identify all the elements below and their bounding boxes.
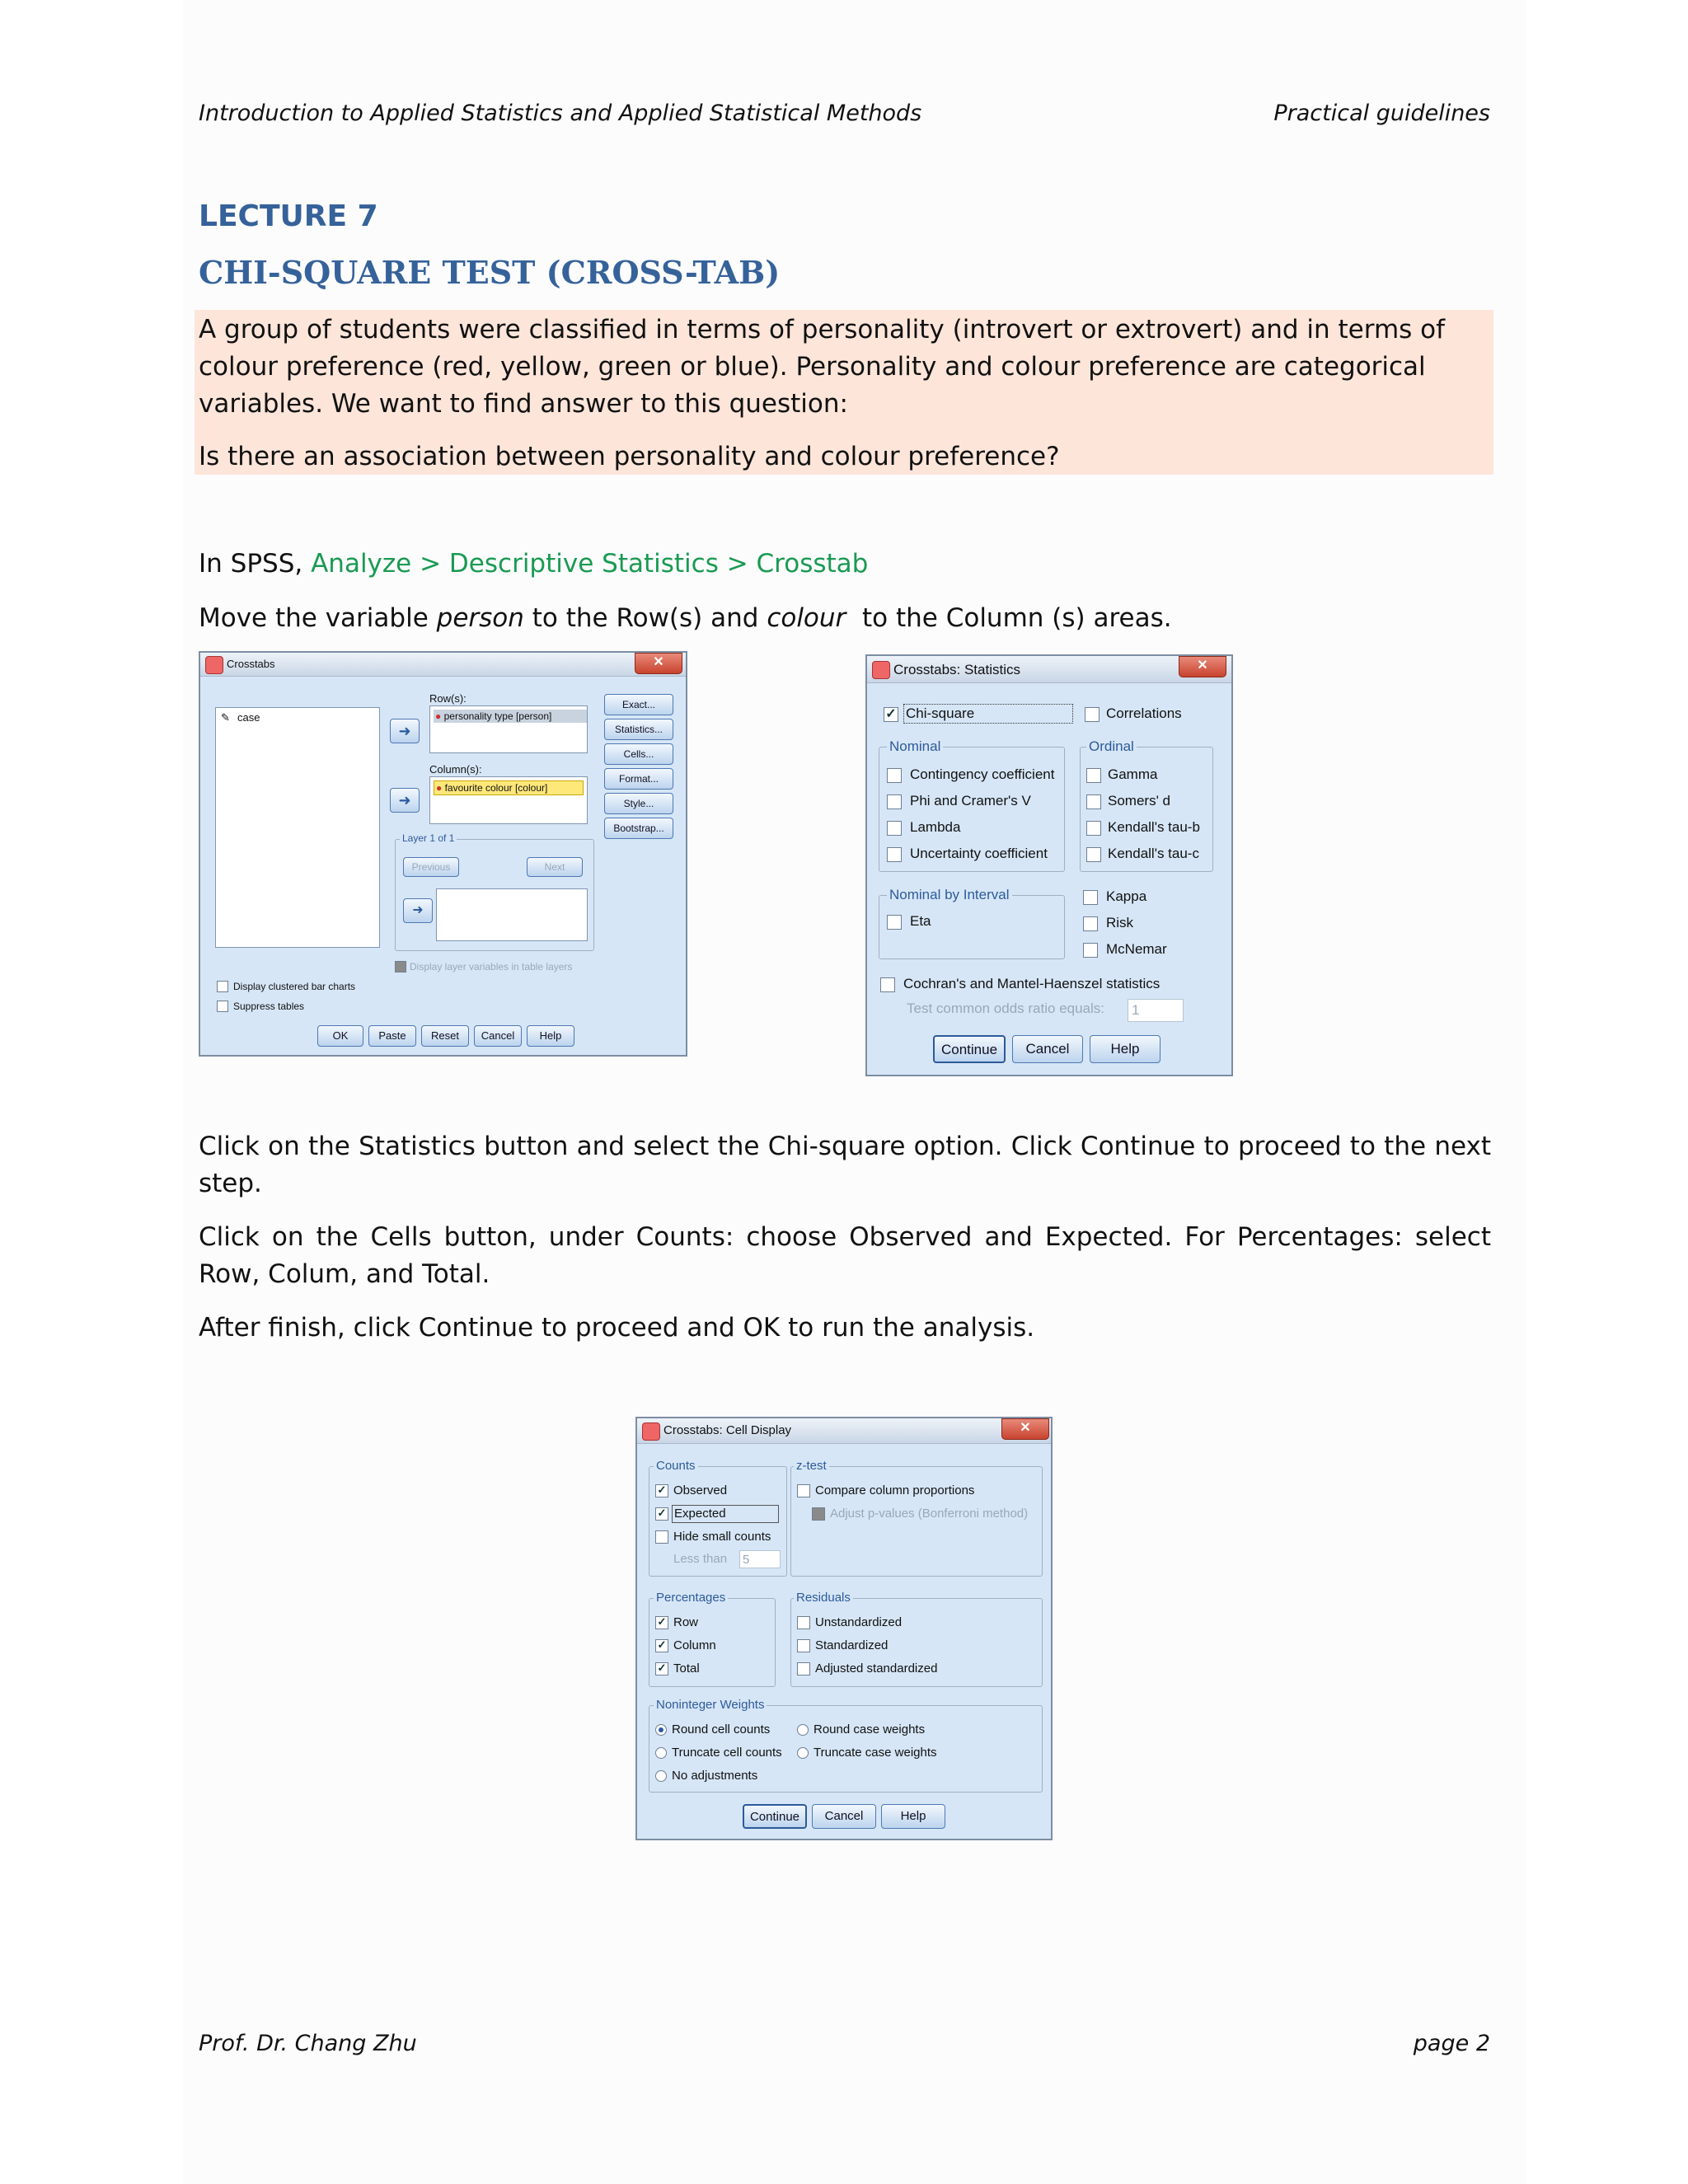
display-layer-checkbox[interactable]	[395, 961, 406, 972]
variable-icon: ●	[436, 782, 443, 794]
move-text-a: Move the variable	[199, 603, 437, 633]
move-colour: colour	[767, 603, 846, 633]
somers-label: Somers' d	[1108, 793, 1170, 808]
gamma-label: Gamma	[1108, 766, 1158, 782]
move-to-rows-button[interactable]: ➜	[390, 719, 420, 743]
ztest-label: z-test	[794, 1459, 829, 1473]
rows-label: Row(s):	[429, 692, 467, 705]
layer-field[interactable]	[436, 888, 588, 941]
adjusted-standardized-checkbox[interactable]	[797, 1662, 810, 1675]
kendall-c-checkbox[interactable]	[1086, 847, 1101, 862]
chi-square-label: Chi-square	[903, 704, 1073, 724]
cells-paragraph: Click on the Cells button, under Counts: choose Observed and Expected. For Percentages: select Row, Colum, and Total.	[199, 1222, 1491, 1289]
round-cell-radio[interactable]	[655, 1724, 667, 1736]
help-button[interactable]: Help	[1090, 1035, 1160, 1063]
lambda-checkbox[interactable]	[887, 821, 902, 836]
compare-label: Compare column proportions	[815, 1483, 975, 1497]
footer-page-number: page 2	[1413, 2031, 1490, 2056]
less-than-input[interactable]	[739, 1550, 781, 1568]
columns-label: Column(s):	[429, 763, 482, 776]
move-person: person	[436, 603, 524, 633]
test-odds-label: Test common odds ratio equals:	[907, 1001, 1105, 1016]
test-odds-value: 1	[1132, 1002, 1140, 1018]
display-bar-checkbox[interactable]	[217, 981, 228, 992]
pencil-icon: ✎	[221, 711, 230, 724]
spss-menu-path: Analyze > Descriptive Statistics > Crosstab	[311, 549, 869, 579]
total-checkbox[interactable]	[655, 1662, 668, 1675]
no-adjust-label: No adjustments	[672, 1769, 758, 1783]
layer-label: Layer 1 of 1	[400, 832, 457, 844]
suppress-tables-label: Suppress tables	[233, 1001, 305, 1012]
header-left: Introduction to Applied Statistics and Applied Statistical Methods	[199, 101, 922, 126]
round-case-label: Round case weights	[814, 1722, 926, 1736]
observed-checkbox[interactable]	[655, 1484, 668, 1497]
continue-button[interactable]: Continue	[933, 1035, 1006, 1063]
next-button[interactable]: Next	[527, 857, 583, 877]
crosstabs-titlebar	[200, 653, 686, 677]
eta-label: Eta	[910, 913, 931, 929]
spss-app-icon	[642, 1422, 660, 1441]
move-to-layer-button[interactable]: ➜	[403, 898, 433, 923]
total-label: Total	[673, 1661, 700, 1675]
column-variable-chip[interactable]	[434, 780, 584, 795]
hide-small-checkbox[interactable]	[655, 1530, 668, 1544]
contingency-checkbox[interactable]	[887, 768, 902, 783]
move-instruction	[199, 600, 1491, 637]
variable-icon: ●	[435, 710, 442, 722]
statistics-paragraph: Click on the Statistics button and select the Chi-square option. Click Continue to proceed to the next step.	[199, 1132, 1491, 1198]
round-case-radio[interactable]	[797, 1724, 809, 1736]
cancel-button[interactable]: Cancel	[1012, 1035, 1083, 1063]
spss-instruction	[199, 546, 1491, 583]
cell-display-titlebar	[637, 1418, 1051, 1444]
exact-button[interactable]: Exact...	[604, 694, 673, 715]
uncertainty-label: Uncertainty coefficient	[910, 846, 1048, 861]
nominal-label: Nominal	[887, 738, 943, 755]
uncertainty-checkbox[interactable]	[887, 847, 902, 862]
compare-checkbox[interactable]	[797, 1484, 810, 1497]
spss-app-icon	[205, 656, 223, 674]
nominal-interval-label: Nominal by Interval	[887, 887, 1012, 903]
truncate-cell-radio[interactable]	[655, 1747, 667, 1759]
spss-prefix: In SPSS,	[199, 549, 312, 579]
gamma-checkbox[interactable]	[1086, 768, 1101, 783]
hide-small-label: Hide small counts	[673, 1530, 771, 1544]
noninteger-label: Noninteger Weights	[654, 1698, 767, 1712]
adjust-label: Adjust p-values (Bonferroni method)	[830, 1507, 1029, 1521]
intro-paragraph: A group of students were classified in terms of personality (introvert or extrovert) and in terms of colour preference (red, yellow, green or blue). Personality and colour preference are categorical variables. We want to find answer to this question:	[199, 315, 1446, 419]
observed-label: Observed	[673, 1483, 728, 1497]
row-variable-label: personality type [person]	[443, 710, 552, 722]
counts-label: Counts	[654, 1459, 698, 1473]
cancel-button[interactable]: Cancel	[474, 1025, 522, 1047]
help-button[interactable]: Help	[881, 1804, 945, 1829]
close-icon[interactable]: ✕	[1179, 656, 1226, 677]
display-bar-label: Display clustered bar charts	[233, 981, 356, 992]
rows-field[interactable]	[429, 705, 588, 753]
spss-app-icon	[872, 661, 890, 679]
residuals-label: Residuals	[794, 1591, 853, 1605]
expected-checkbox[interactable]	[655, 1507, 668, 1521]
round-cell-label: Round cell counts	[672, 1722, 771, 1736]
ordinal-label: Ordinal	[1086, 738, 1137, 755]
help-button[interactable]: Help	[527, 1025, 574, 1047]
research-question: Is there an association between personality and colour preference?	[199, 442, 1060, 471]
reset-button[interactable]: Reset	[421, 1025, 469, 1047]
mcnemar-checkbox[interactable]	[1083, 943, 1098, 958]
percentages-label: Percentages	[654, 1591, 728, 1605]
unstandardized-checkbox[interactable]	[797, 1616, 810, 1629]
less-than-label: Less than	[673, 1552, 728, 1566]
risk-label: Risk	[1106, 915, 1134, 930]
column-variable-label: favourite colour [colour]	[444, 782, 548, 794]
statistics-button[interactable]: Statistics...	[604, 719, 673, 740]
adjust-checkbox[interactable]	[812, 1507, 825, 1521]
kappa-label: Kappa	[1106, 888, 1147, 904]
footer-author: Prof. Dr. Chang Zhu	[199, 2031, 417, 2056]
bootstrap-button[interactable]: Bootstrap...	[604, 818, 673, 839]
standardized-checkbox[interactable]	[797, 1639, 810, 1652]
move-to-columns-button[interactable]: ➜	[390, 788, 420, 813]
crosstabs-dialog	[199, 651, 687, 1057]
column-label: Column	[673, 1638, 716, 1652]
close-icon[interactable]: ✕	[1001, 1418, 1049, 1440]
statistics-title: Crosstabs: Statistics	[893, 662, 1020, 677]
kendall-b-label: Kendall's tau-b	[1108, 819, 1200, 835]
correlations-checkbox[interactable]	[1085, 707, 1100, 722]
continue-button[interactable]: Continue	[743, 1804, 807, 1829]
cochran-checkbox[interactable]	[880, 977, 895, 992]
cell-display-dialog	[635, 1417, 1053, 1840]
kendall-c-label: Kendall's tau-c	[1108, 846, 1199, 861]
header-right: Practical guidelines	[1273, 101, 1490, 126]
format-button[interactable]: Format...	[604, 768, 673, 790]
display-layer-label: Display layer variables in table layers	[410, 961, 573, 972]
previous-button[interactable]: Previous	[403, 857, 459, 877]
contingency-label: Contingency coefficient	[910, 766, 1055, 782]
less-than-value: 5	[743, 1553, 750, 1567]
paste-button[interactable]: Paste	[368, 1025, 416, 1047]
variable-list[interactable]	[215, 707, 380, 948]
correlations-label: Correlations	[1106, 705, 1182, 721]
lecture-heading: LECTURE 7	[199, 199, 378, 233]
unstandardized-label: Unstandardized	[815, 1615, 903, 1629]
expected-label: Expected	[672, 1505, 779, 1523]
page-title: CHI-SQUARE TEST (CROSS-TAB)	[199, 254, 781, 291]
cancel-button[interactable]: Cancel	[812, 1804, 876, 1829]
no-adjust-radio[interactable]	[655, 1770, 667, 1782]
kendall-b-checkbox[interactable]	[1086, 821, 1101, 836]
crosstabs-title: Crosstabs	[227, 658, 275, 670]
suppress-tables-checkbox[interactable]	[217, 1001, 228, 1012]
adjusted-standardized-label: Adjusted standardized	[815, 1661, 938, 1675]
mcnemar-label: McNemar	[1106, 941, 1167, 957]
kappa-checkbox[interactable]	[1083, 890, 1098, 905]
row-checkbox[interactable]	[655, 1616, 668, 1629]
cell-display-title: Crosstabs: Cell Display	[663, 1423, 792, 1437]
lambda-label: Lambda	[910, 819, 961, 835]
move-text-c: to the Column (s) areas.	[846, 603, 1172, 633]
eta-checkbox[interactable]	[887, 915, 902, 930]
cochran-label: Cochran's and Mantel-Haenszel statistics	[903, 976, 1160, 991]
move-text-b: to the Row(s) and	[523, 603, 767, 633]
truncate-cell-label: Truncate cell counts	[672, 1746, 782, 1760]
chi-square-checkbox[interactable]	[884, 707, 898, 722]
nominal-interval-group	[879, 895, 1065, 959]
style-button[interactable]: Style...	[604, 793, 673, 814]
standardized-label: Standardized	[815, 1638, 889, 1652]
truncate-case-label: Truncate case weights	[814, 1746, 937, 1760]
statistics-dialog	[865, 654, 1233, 1076]
somers-checkbox[interactable]	[1086, 794, 1101, 809]
cells-button[interactable]: Cells...	[604, 743, 673, 765]
test-odds-input[interactable]	[1128, 999, 1184, 1022]
close-icon[interactable]: ✕	[635, 653, 682, 674]
finish-paragraph: After finish, click Continue to proceed and OK to run the analysis.	[199, 1313, 1035, 1343]
phi-label: Phi and Cramer's V	[910, 793, 1031, 808]
statistics-titlebar	[867, 656, 1231, 683]
column-checkbox[interactable]	[655, 1639, 668, 1652]
columns-field[interactable]	[429, 776, 588, 824]
phi-checkbox[interactable]	[887, 794, 902, 809]
variable-list-item[interactable]: case	[237, 711, 260, 724]
ok-button[interactable]: OK	[317, 1025, 363, 1047]
row-variable-chip[interactable]	[434, 710, 587, 723]
risk-checkbox[interactable]	[1083, 916, 1098, 931]
truncate-case-radio[interactable]	[797, 1747, 809, 1759]
row-label: Row	[673, 1615, 699, 1629]
